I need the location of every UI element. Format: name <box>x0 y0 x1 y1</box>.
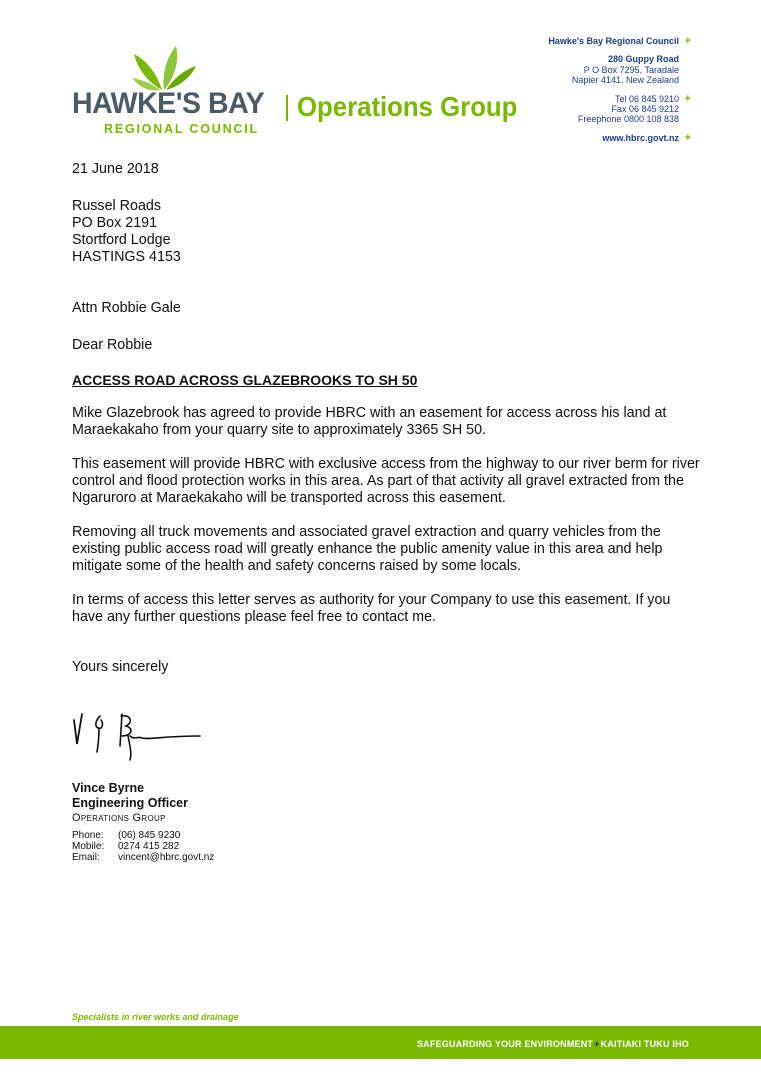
email-value: vincent@hbrc.govt.nz <box>118 852 215 863</box>
attention-line: Attn Robbie Gale <box>72 300 181 316</box>
letter-subject: ACCESS ROAD ACROSS GLAZEBROOKS TO SH 50 <box>72 372 418 388</box>
phone-label: Phone: <box>72 830 104 841</box>
contact-web: www.hbrc.govt.nz <box>602 133 679 143</box>
contact-tel: Tel 06 845 9210 <box>614 94 679 104</box>
plus-icon: + <box>684 35 691 47</box>
salutation: Dear Robbie <box>72 337 153 353</box>
plus-icon: + <box>594 1039 600 1049</box>
signature-icon <box>70 706 205 766</box>
footer-slogan-left: SAFEGUARDING YOUR ENVIRONMENT <box>416 1039 594 1049</box>
contact-street: 280 Guppy Road <box>607 54 679 64</box>
phone-value: (06) 845 9230 <box>118 830 181 841</box>
address-line: HASTINGS 4153 <box>72 249 181 265</box>
contact-po-box: P O Box 7295, Taradale <box>583 65 679 75</box>
contact-freephone: Freephone 0800 108 838 <box>577 114 679 124</box>
address-line: Stortford Lodge <box>72 232 171 248</box>
plus-icon: + <box>684 93 691 105</box>
body-paragraph: Removing all truck movements and associated gravel extraction and quarry vehicles from the existing public access road will greatly enhance the public amenity value in this area and help mitigate some of the health and safety concerns raised by some locals. <box>72 524 663 574</box>
address-line: PO Box 2191 <box>72 215 158 231</box>
signatory-name: Vince Byrne <box>72 781 145 795</box>
body-paragraph: Mike Glazebrook has agreed to provide HBRC with an easement for access across his land at Maraekakaho from your quarry site to approximately 3365 SH 50. <box>72 405 667 438</box>
footer-tagline: Specialists in river works and drainage <box>72 1012 239 1022</box>
body-paragraph: In terms of access this letter serves as authority for your Company to use this easement. If you have any further questions please feel free to contact me. <box>72 592 671 625</box>
closing: Yours sincerely <box>72 659 169 675</box>
mobile-value: 0274 415 282 <box>118 841 180 852</box>
signatory-title: Engineering Officer <box>72 796 188 810</box>
logo-subtitle: REGIONAL COUNCIL <box>104 122 259 136</box>
plus-icon: + <box>684 132 691 144</box>
logo-wordmark: HAWKE'S BAY <box>72 87 265 120</box>
signatory-group: Operations Group <box>72 812 166 824</box>
mobile-label: Mobile: <box>72 841 105 852</box>
body-paragraph: This easement will provide HBRC with exclusive access from the highway to our river berm for river control and flood protection works in this area. As part of that activity all gravel extracted from the Ngaruroro at Maraekakaho will be transported across this easement. <box>72 456 700 506</box>
footer-slogan-right: KAITIAKI TUKU IHO <box>600 1039 689 1049</box>
footer-slogan <box>417 1039 689 1049</box>
letter-date: 21 June 2018 <box>72 161 159 177</box>
contact-city: Napier 4141, New Zealand <box>571 75 679 85</box>
logo-group-name: Operations Group <box>297 91 518 122</box>
email-label: Email: <box>72 852 100 863</box>
address-line: Russel Roads <box>72 198 161 214</box>
logo-divider <box>286 95 288 121</box>
contact-org-name: Hawke's Bay Regional Council <box>548 36 679 46</box>
contact-fax: Fax 06 845 9212 <box>611 104 679 114</box>
